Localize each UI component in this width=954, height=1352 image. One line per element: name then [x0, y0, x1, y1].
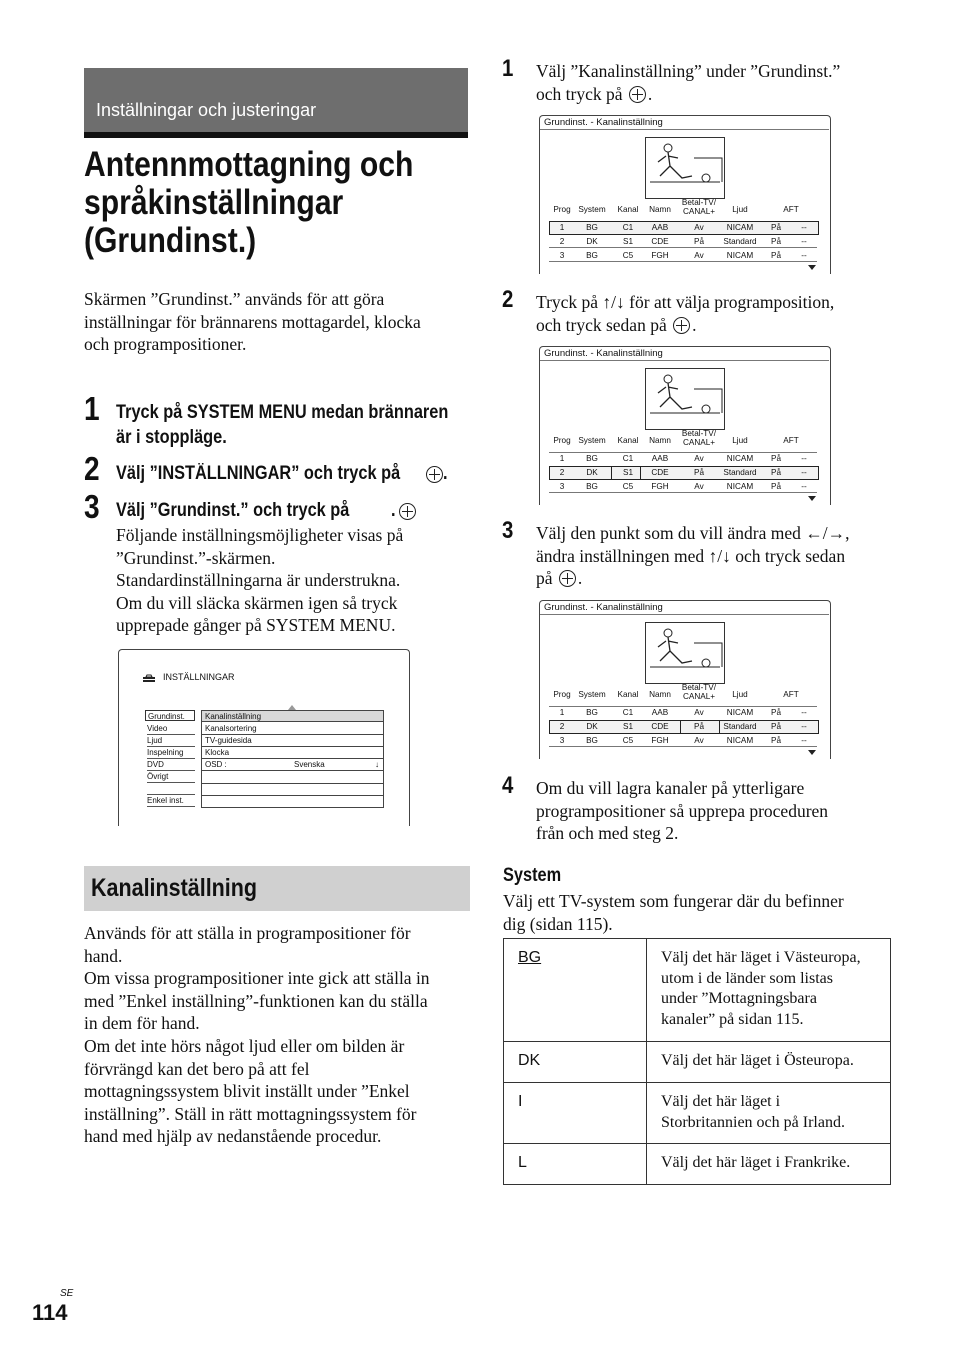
section-heading-box [84, 866, 470, 911]
channel-cell: På [770, 722, 781, 731]
channel-cell: C1 [622, 223, 634, 232]
channel-setup-screen [539, 346, 831, 504]
category-item[interactable]: Ljud [147, 735, 195, 747]
step-suffix: . [391, 500, 396, 521]
system-table [503, 938, 891, 1185]
row-rule [549, 746, 817, 747]
scroll-down-indicator [808, 750, 816, 755]
channel-cell: AAB [651, 223, 669, 232]
channel-cell: 1 [559, 708, 565, 717]
option-empty [202, 783, 383, 796]
section-line: Används för att ställa in programpositioner för [84, 923, 411, 943]
system-line: dig (sidan 115). [503, 913, 613, 934]
step-line: Tryck på SYSTEM MENU medan brännaren [116, 402, 449, 423]
col-header-namn: Namn [649, 436, 671, 445]
enter-button-icon [426, 466, 443, 483]
channel-cell: FGH [651, 251, 669, 260]
channel-cell: S1 [622, 468, 633, 477]
channel-cell: -- [801, 251, 807, 260]
scroll-down-indicator [808, 496, 816, 501]
system-desc: Välj det här läget i Storbritannien och på Irland. [647, 1083, 891, 1144]
channel-cell: Av [694, 708, 704, 717]
step-line: programpositioner så upprepa proceduren [536, 800, 829, 821]
section-line: mottagningssystem blivit inställt under ”Enkel [84, 1081, 410, 1102]
channel-cell: 3 [559, 482, 565, 491]
enter-button-icon [673, 317, 690, 334]
intro-line: Skärmen ”Grundinst.” används för att göra [84, 289, 385, 309]
tv-preview [645, 622, 725, 684]
table-row [504, 939, 891, 1042]
system-desc: Välj det här läget i Västeuropa, utom i de länder som listas under ”Mottagningsbara kanaler” på sidan 115. [647, 939, 891, 1042]
channel-cell: C5 [622, 736, 634, 745]
page-number: 114 [32, 1300, 68, 1325]
settings-screen [118, 649, 410, 827]
step-number: 1 [502, 55, 514, 82]
channel-setup-screen [539, 115, 831, 273]
channel-cell: På [693, 237, 704, 246]
channel-cell: Av [694, 223, 704, 232]
channel-cell: Standard [723, 237, 757, 246]
section-line: Om vissa programpositioner inte gick att ställa in [84, 968, 430, 989]
channel-cell: Av [694, 454, 704, 463]
page-language: SE [60, 1288, 74, 1299]
step-instruction [536, 291, 834, 336]
table-row [504, 1042, 891, 1083]
channel-cell: NICAM [726, 223, 754, 232]
soccer-player-icon [646, 138, 724, 198]
arrow-down-icon: ↓ [375, 760, 379, 769]
col-header-prog: Prog [553, 205, 571, 214]
step-instruction [536, 522, 850, 590]
channel-cell: Av [694, 482, 704, 491]
category-item[interactable]: Video [147, 723, 195, 735]
channel-cell: CDE [651, 237, 669, 246]
col-header-system: System [578, 205, 606, 214]
enter-button-icon [559, 570, 576, 587]
step-line: Välj den punkt som du vill ändra med ←/→, [536, 523, 850, 543]
title-line: (Grundinst.) [84, 221, 257, 260]
channel-cell: Av [694, 736, 704, 745]
screen-title: Grundinst. - Kanalinställning [544, 117, 663, 128]
channel-cell: BG [586, 454, 598, 463]
enter-button-icon [399, 503, 416, 520]
osd-value: Svenska [294, 760, 325, 769]
row-rule [549, 492, 817, 493]
step-instruction [536, 777, 828, 845]
channel-cell: S1 [622, 722, 633, 731]
page-title [84, 146, 467, 260]
section-line: inställning”. Ställ in rätt mottagningssystem för [84, 1103, 417, 1124]
step-instruction [116, 461, 446, 486]
scroll-down-indicator [808, 265, 816, 270]
channel-cell: BG [586, 223, 598, 232]
option-item-selected[interactable]: Kanalinställning [202, 711, 383, 722]
screen-title: Grundinst. - Kanalinställning [544, 348, 663, 359]
col-header-canal: CANAL+ [682, 692, 716, 701]
channel-cell: DK [586, 237, 598, 246]
channel-cell: S1 [622, 237, 633, 246]
table-row [504, 1083, 891, 1144]
detail-line: ”Grundinst.”-skärmen. [116, 547, 276, 568]
channel-cell: På [770, 708, 781, 717]
channel-cell: BG [586, 251, 598, 260]
table-row [504, 1144, 891, 1185]
channel-cell: -- [801, 736, 807, 745]
channel-cell: Av [694, 251, 704, 260]
option-item[interactable]: OSD : Svenska ↓ [202, 759, 383, 771]
channel-cell: Standard [723, 468, 757, 477]
step-line: Välj ”INSTÄLLNINGAR” och tryck på [116, 463, 401, 484]
tv-preview [645, 368, 725, 430]
col-header-canal: CANAL+ [682, 207, 716, 216]
step-instruction [116, 498, 387, 523]
detail-line: Standardinställningarna är understrukna. [116, 570, 401, 591]
step-line: ändra inställningen med ↑/↓ och tryck sedan [536, 545, 846, 566]
step-line: Välj ”Grundinst.” och tryck på [116, 500, 350, 521]
col-header-canal: CANAL+ [682, 438, 716, 447]
title-line: språkinställningar [84, 183, 344, 222]
section-line: hand. [84, 945, 123, 966]
channel-cell: 2 [559, 237, 565, 246]
step-line: och tryck på . [536, 83, 653, 104]
category-item[interactable]: DVD [147, 759, 195, 771]
col-header-system: System [578, 690, 606, 699]
system-key: DK [504, 1042, 647, 1083]
section-line: förvrängd kan det bero på att fel [84, 1058, 310, 1079]
section-line: hand med hjälp av nedanstående procedur. [84, 1126, 382, 1147]
channel-cell: -- [801, 468, 807, 477]
chapter-header-bar [84, 68, 468, 132]
channel-cell: -- [801, 722, 807, 731]
title-rule [540, 360, 829, 361]
step-number: 1 [84, 390, 100, 427]
step-number: 3 [502, 517, 514, 544]
channel-cell: På [770, 736, 781, 745]
toolbox-icon [142, 674, 156, 683]
col-header-betal: Betal-TV/ [681, 198, 717, 207]
system-desc: Välj det här läget i Frankrike. [647, 1144, 891, 1185]
channel-cell: DK [586, 468, 598, 477]
intro-line: inställningar för brännarens mottagardel, klocka [84, 311, 421, 332]
title-rule [540, 614, 829, 615]
channel-cell: BG [586, 708, 598, 717]
col-header-ljud: Ljud [732, 205, 748, 214]
channel-cell: På [770, 237, 781, 246]
channel-cell: AAB [651, 708, 669, 717]
category-item [147, 783, 195, 795]
step-line: Tryck på ↑/↓ för att välja programposition, [536, 292, 835, 312]
channel-cell: C1 [622, 708, 634, 717]
step-number: 2 [84, 450, 100, 487]
channel-cell: På [770, 223, 781, 232]
col-header-namn: Namn [649, 205, 671, 214]
channel-cell: På [770, 468, 781, 477]
option-item[interactable]: TV-guidesida [202, 735, 383, 747]
intro-line: och programpositioner. [84, 334, 247, 355]
col-header-ljud: Ljud [732, 436, 748, 445]
step-line: Välj ”Kanalinställning” under ”Grundinst.” [536, 61, 841, 81]
step-suffix: . [443, 463, 448, 484]
detail-line: Följande inställningsmöjligheter visas på [116, 525, 404, 545]
channel-cell: Standard [723, 722, 757, 731]
tv-preview [645, 137, 725, 199]
section-heading: Kanalinställning [91, 874, 258, 902]
system-heading: System [503, 865, 562, 886]
step-line: från och med steg 2. [536, 823, 679, 844]
col-header-namn: Namn [649, 690, 671, 699]
chapter-rule [84, 132, 468, 138]
channel-cell: 1 [559, 223, 565, 232]
channel-cell: CDE [651, 722, 669, 731]
channel-cell: FGH [651, 736, 669, 745]
channel-cell: -- [801, 237, 807, 246]
col-header-kanal: Kanal [617, 690, 639, 699]
col-header-betal: Betal-TV/ [681, 683, 717, 692]
step-line: är i stoppläge. [116, 427, 227, 448]
channel-cell: -- [801, 708, 807, 717]
channel-cell: BG [586, 736, 598, 745]
intro-paragraph [84, 288, 421, 356]
category-item[interactable]: Grundinst. [145, 710, 195, 721]
category-item[interactable]: Övrigt [147, 771, 195, 783]
col-header-betal: Betal-TV/ [681, 429, 717, 438]
col-header-aft: AFT [783, 205, 799, 214]
screen-title: Grundinst. - Kanalinställning [544, 602, 663, 613]
channel-setup-screen [539, 600, 831, 758]
system-desc: Välj det här läget i Östeuropa. [647, 1042, 891, 1083]
row-rule [549, 706, 817, 707]
channel-cell: FGH [651, 482, 669, 491]
col-header-aft: AFT [783, 690, 799, 699]
row-rule [549, 247, 817, 248]
col-header-aft: AFT [783, 436, 799, 445]
system-line: Välj ett TV-system som fungerar där du befinner [503, 891, 844, 911]
channel-cell: NICAM [726, 454, 754, 463]
step-number: 2 [502, 286, 514, 313]
section-line: med ”Enkel inställning”-funktionen kan du ställa [84, 990, 428, 1011]
title-line: Antennmottagning och [84, 145, 414, 184]
step-line: Om du vill lagra kanaler på ytterligare [536, 778, 805, 798]
step-line: och tryck sedan på . [536, 314, 697, 335]
col-header-kanal: Kanal [617, 436, 639, 445]
option-item[interactable]: Kanalsortering [202, 723, 383, 735]
system-key: L [504, 1144, 647, 1185]
channel-cell: NICAM [726, 251, 754, 260]
step-instruction [536, 60, 840, 105]
scroll-up-indicator [288, 705, 296, 710]
channel-cell: På [770, 251, 781, 260]
category-item[interactable]: Enkel inst. [147, 795, 195, 807]
channel-cell: 3 [559, 251, 565, 260]
chapter-header-label: Inställningar och justeringar [96, 100, 317, 120]
section-line: Om det inte hörs något ljud eller om bilden är [84, 1035, 405, 1056]
step-number: 4 [502, 772, 514, 799]
channel-cell: -- [801, 482, 807, 491]
option-list [201, 710, 384, 808]
col-header-kanal: Kanal [617, 205, 639, 214]
channel-cell: På [770, 454, 781, 463]
row-rule [549, 261, 817, 262]
soccer-player-icon [646, 369, 724, 429]
step-number: 3 [84, 488, 100, 525]
channel-cell: 2 [559, 722, 565, 731]
enter-button-icon [629, 86, 646, 103]
detail-line: upprepade gånger på SYSTEM MENU. [116, 615, 396, 636]
channel-cell: På [693, 468, 704, 477]
channel-cell: NICAM [726, 482, 754, 491]
section-line: in dem för hand. [84, 1013, 200, 1034]
soccer-player-icon [646, 623, 724, 683]
channel-cell: -- [801, 454, 807, 463]
channel-cell: NICAM [726, 708, 754, 717]
channel-cell: C5 [622, 482, 634, 491]
channel-cell: -- [801, 223, 807, 232]
col-header-prog: Prog [553, 436, 571, 445]
channel-cell: NICAM [726, 736, 754, 745]
row-rule [549, 452, 817, 453]
option-item[interactable]: Klocka [202, 747, 383, 759]
step-instruction [116, 400, 502, 450]
channel-cell: AAB [651, 454, 669, 463]
channel-cell: 3 [559, 736, 565, 745]
section-paragraph [84, 922, 430, 1148]
channel-cell: 2 [559, 468, 565, 477]
channel-cell: På [693, 722, 704, 731]
channel-cell: CDE [651, 468, 669, 477]
step-line: på . [536, 568, 583, 589]
col-header-system: System [578, 436, 606, 445]
channel-cell: BG [586, 482, 598, 491]
channel-cell: DK [586, 722, 598, 731]
col-header-prog: Prog [553, 690, 571, 699]
channel-cell: C1 [622, 454, 634, 463]
settings-title: INSTÄLLNINGAR [163, 672, 235, 682]
step-detail [116, 524, 403, 637]
category-item[interactable]: Inspelning [147, 747, 195, 759]
system-key: I [504, 1083, 647, 1144]
detail-line: Om du vill släcka skärmen igen så tryck [116, 592, 398, 613]
title-rule [540, 129, 829, 130]
channel-cell: C5 [622, 251, 634, 260]
col-header-ljud: Ljud [732, 690, 748, 699]
channel-cell: På [770, 482, 781, 491]
system-paragraph [503, 890, 844, 935]
system-key: BG [504, 939, 647, 1042]
channel-cell: 1 [559, 454, 565, 463]
